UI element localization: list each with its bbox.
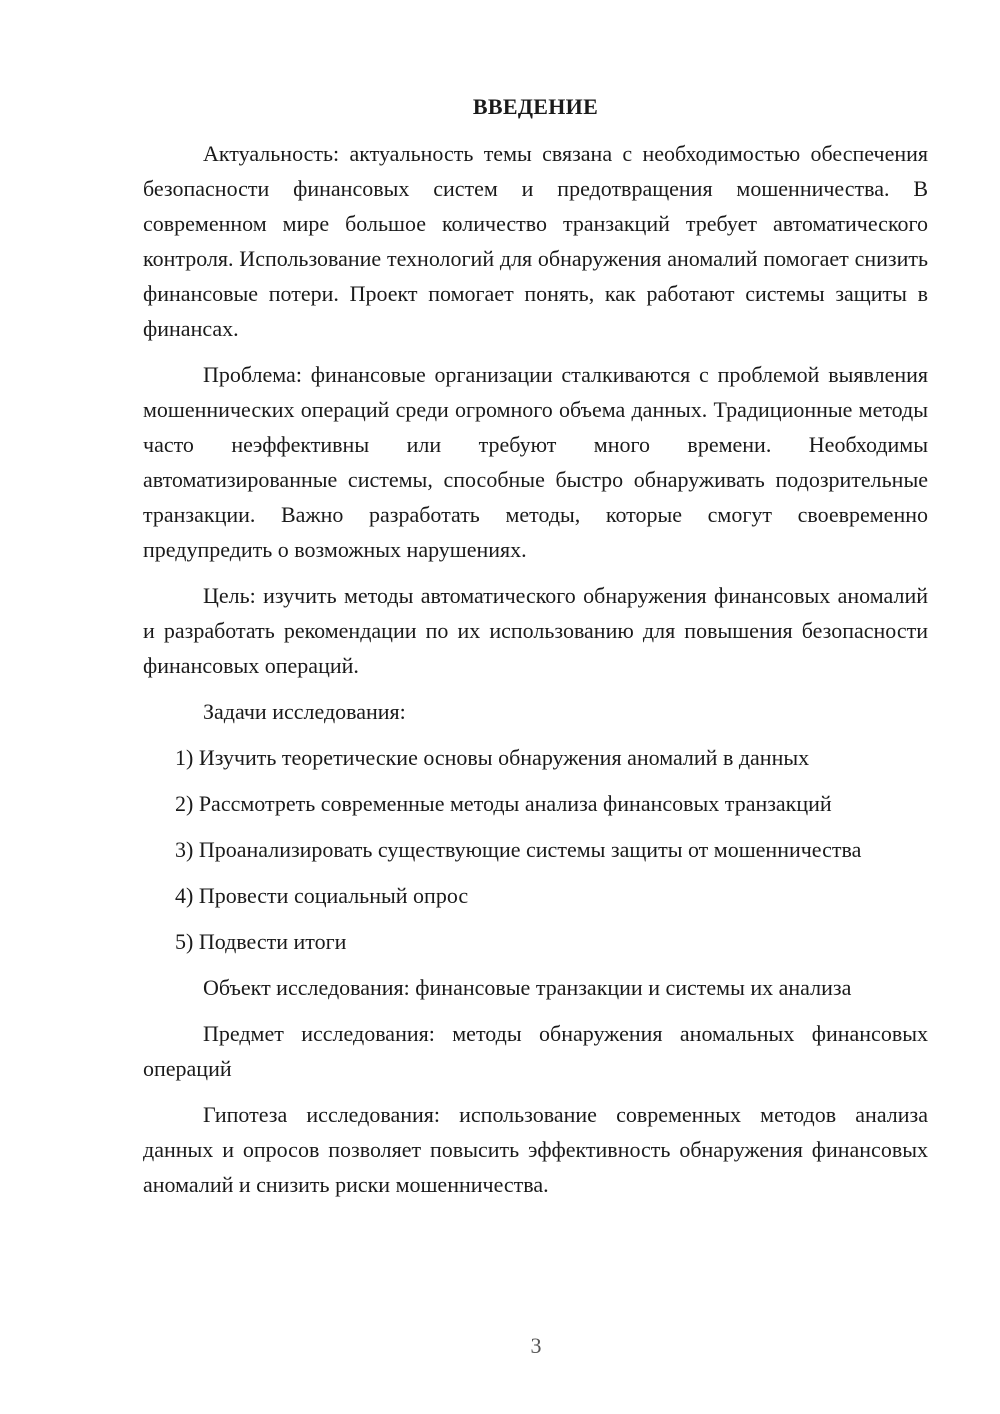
task-item-4: 4) Провести социальный опрос xyxy=(175,883,469,908)
document-title: ВВЕДЕНИЕ xyxy=(472,94,599,119)
task-item-1: 1) Изучить теоретические основы обнаружения аномалий в данных xyxy=(175,745,810,770)
paragraph-subject: Предмет исследования: методы обнаружения аномальных финансовых операций xyxy=(143,1021,928,1081)
tasks-heading: Задачи исследования: xyxy=(203,699,406,724)
paragraph-object: Объект исследования: финансовые транзакции и системы их анализа xyxy=(203,975,852,1000)
paragraph-problem: Проблема: финансовые организации сталкиваются с проблемой выявления мошеннических операций среди огромного объема данных. Традиционные методы часто неэффективны или требуют много времени. Необходимы автоматизированные системы, способные быстро обнаруживать подозрительные транзакции. Важно разработать методы, которые смогут своевременно предупредить о возможных нарушениях. xyxy=(143,362,928,562)
paragraph-relevance: Актуальность: актуальность темы связана с необходимостью обеспечения безопасности финансовых систем и предотвращения мошенничества. В современном мире большое количество транзакций требует автоматического контроля. Использование технологий для обнаружения аномалий помогает снизить финансовые потери. Проект помогает понять, как работают системы защиты в финансах. xyxy=(143,141,928,341)
task-item-3: 3) Проанализировать существующие системы защиты от мошенничества xyxy=(175,837,862,862)
paragraph-hypothesis: Гипотеза исследования: использование современных методов анализа данных и опросов позволяет повысить эффективность обнаружения финансовых аномалий и снизить риски мошенничества. xyxy=(143,1102,928,1197)
document-page xyxy=(143,92,928,1213)
task-item-2: 2) Рассмотреть современные методы анализа финансовых транзакций xyxy=(175,791,832,816)
paragraph-goal: Цель: изучить методы автоматического обнаружения финансовых аномалий и разработать рекомендации по их использованию для повышения безопасности финансовых операций. xyxy=(143,583,928,678)
page-number: 3 xyxy=(530,1333,542,1358)
task-item-5: 5) Подвести итоги xyxy=(175,929,347,954)
